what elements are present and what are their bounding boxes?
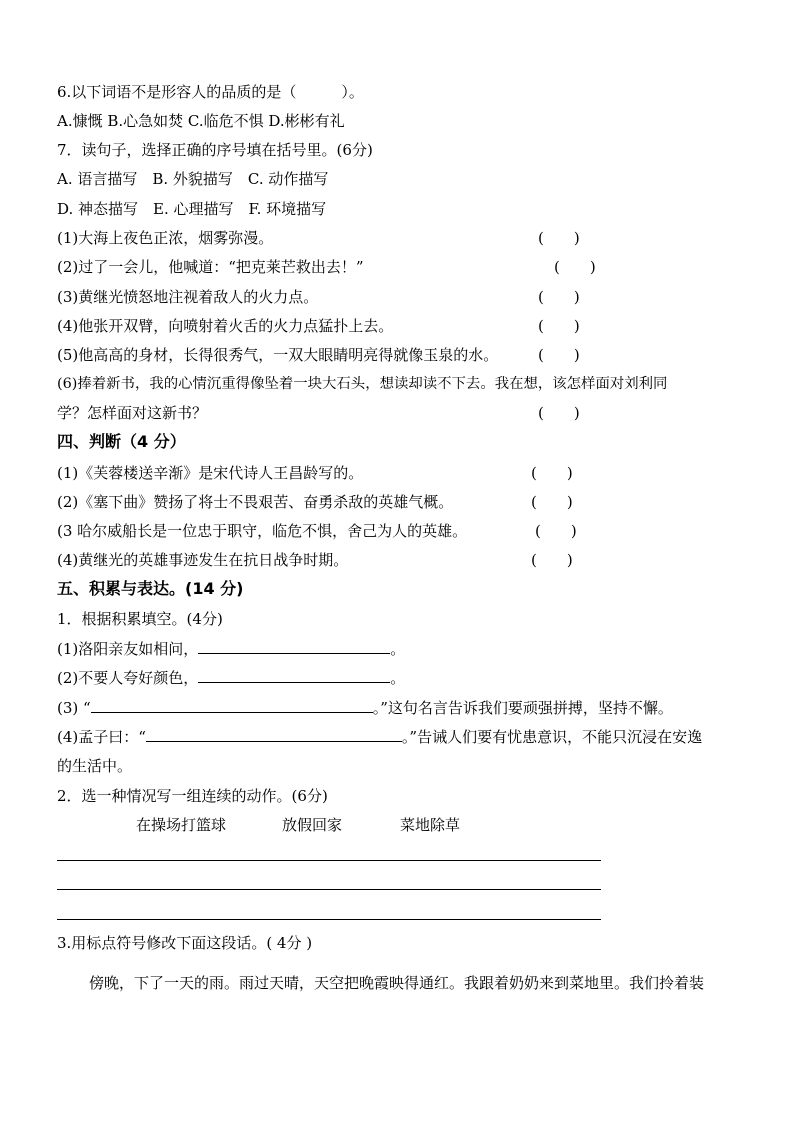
section5-q1-line1-prompt: (1)洛阳亲友如相问， — [57, 640, 199, 658]
section4-item-3: (3 哈尔威船长是一位忠于职守，临危不惧，舍己为人的英雄。 — [57, 522, 468, 540]
section4-item-1-answer-paren[interactable]: ( ) — [531, 464, 573, 482]
section5-q3-stem: 3.用标点符号修改下面这段话。( 4分 ) — [57, 934, 313, 952]
section4-item-2-answer-paren[interactable]: ( ) — [531, 493, 573, 511]
q6-options: A.慷慨 B.心急如焚 C.临危不惧 D.彬彬有礼 — [57, 112, 345, 130]
section5-q2-choice-1[interactable]: 在操场打篮球 — [136, 816, 227, 834]
q7-item-1-answer-paren[interactable]: ( ) — [538, 229, 580, 247]
section5-q1-line2 — [57, 668, 405, 688]
q7-item-5: (5)他高高的身材，长得很秀气，一双大眼睛明亮得就像玉泉的水。 — [57, 346, 499, 364]
section5-q1-line3-end: 。”这句名言告诉我们要顽强拼搏，坚持不懈。 — [372, 699, 673, 717]
section4-item-4-answer-paren[interactable]: ( ) — [531, 551, 573, 569]
q7-item-3-answer-paren[interactable]: ( ) — [538, 288, 580, 306]
q7-stem: 7．读句子，选择正确的序号填在括号里。(6分) — [57, 141, 373, 159]
section5-q1-line4 — [57, 727, 702, 747]
section4-item-1: (1)《芙蓉楼送辛渐》是宋代诗人王昌龄写的。 — [57, 464, 364, 482]
section5-q1-line2-end: 。 — [390, 669, 406, 687]
q7-item-2-answer-paren[interactable]: ( ) — [554, 258, 596, 276]
q7-item-6-answer-paren[interactable]: ( ) — [538, 404, 580, 422]
section5-q1-line1-end: 。 — [390, 640, 406, 658]
answer-line-1[interactable] — [57, 860, 601, 861]
q7-item-4-answer-paren[interactable]: ( ) — [538, 317, 580, 335]
section5-q1-stem: 1．根据积累填空。(4分) — [57, 610, 223, 628]
q7-item-6-line1: (6)捧着新书，我的心情沉重得像坠着一块大石头，想读却读不下去。我在想，该怎样面对刘利同 — [57, 376, 668, 392]
section5-q1-line4-prompt: (4)孟子曰：“ — [57, 728, 146, 746]
section5-q1-line1 — [57, 639, 405, 659]
q7-item-5-answer-paren[interactable]: ( ) — [538, 346, 580, 364]
section5-q1-line4-cont: 的生活中。 — [57, 757, 133, 775]
section4-item-3-answer-paren[interactable]: ( ) — [535, 522, 577, 540]
q7-options-row1: A. 语言描写 B. 外貌描写 C. 动作描写 — [57, 170, 329, 188]
section5-q1-line4-blank[interactable] — [146, 727, 402, 742]
section5-q2-choice-3[interactable]: 菜地除草 — [400, 816, 461, 834]
section5-q1-line3 — [57, 698, 673, 718]
section5-q2-choice-2[interactable]: 放假回家 — [282, 816, 343, 834]
q7-item-2: (2)过了一会儿，他喊道：“把克莱芒救出去！” — [57, 258, 364, 276]
section5-q3-passage: 傍晚，下了一天的雨。雨过天晴，天空把晚霞映得通红。我跟着奶奶来到菜地里。我们拎着装 — [89, 974, 705, 992]
section5-q1-line1-blank[interactable] — [198, 639, 390, 654]
section4-item-4: (4)黄继光的英雄事迹发生在抗日战争时期。 — [57, 551, 349, 569]
q7-item-4: (4)他张开双臂，向喷射着火舌的火力点猛扑上去。 — [57, 317, 394, 335]
section5-q1-line2-prompt: (2)不要人夸好颜色， — [57, 669, 199, 687]
q7-options-row2: D. 神态描写 E. 心理描写 F. 环境描写 — [57, 200, 327, 218]
answer-line-2[interactable] — [57, 889, 601, 890]
section4-item-2: (2)《塞下曲》赞扬了将士不畏艰苦、奋勇杀敌的英雄气概。 — [57, 493, 454, 511]
q6-stem: 6.以下词语不是形容人的品质的是（ ）。 — [57, 83, 364, 101]
section5-title: 五、积累与表达。(14 分) — [57, 579, 244, 598]
section4-title: 四、判断（4 分） — [57, 432, 186, 451]
section5-q1-line2-blank[interactable] — [198, 668, 390, 683]
q7-item-6-line2: 学？怎样面对这新书？ — [57, 404, 208, 422]
q7-item-3: (3)黄继光愤怒地注视着敌人的火力点。 — [57, 288, 319, 306]
answer-line-3[interactable] — [57, 919, 601, 920]
section5-q1-line3-blank[interactable] — [91, 698, 373, 713]
q7-item-1: (1)大海上夜色正浓，烟雾弥漫。 — [57, 229, 274, 247]
section5-q2-stem: 2．选一种情况写一组连续的动作。(6分) — [57, 787, 328, 805]
section5-q1-line3-prompt: (3) “ — [57, 699, 91, 717]
section5-q1-line4-end: 。”告诫人们要有忧患意识，不能只沉浸在安逸 — [401, 728, 703, 746]
